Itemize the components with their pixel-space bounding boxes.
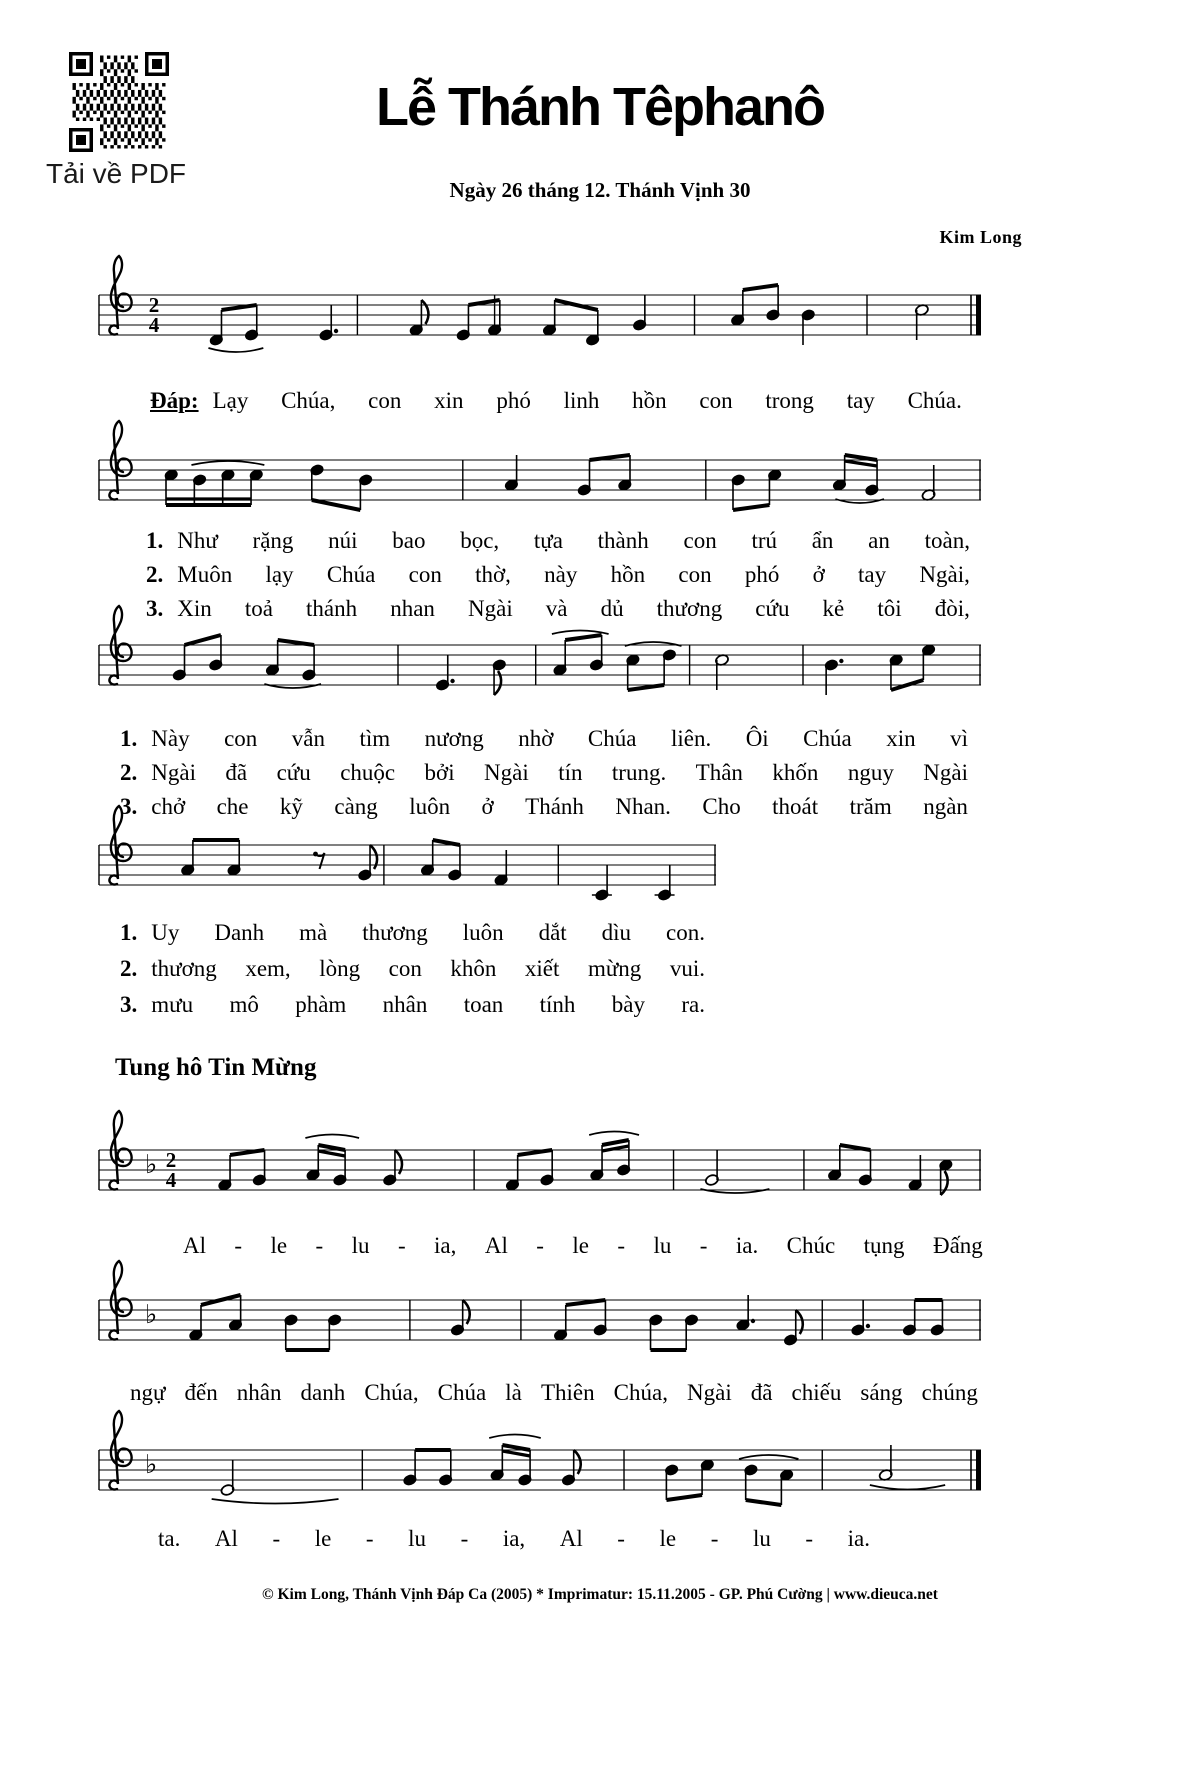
lyric-word: đến <box>184 1380 218 1405</box>
lyric-word: tìm <box>359 726 391 751</box>
slur <box>489 1435 541 1439</box>
lyric-word: lu <box>752 1526 771 1551</box>
lyric-word: Chúa <box>587 726 637 751</box>
lyric-word: thương <box>151 956 217 981</box>
lyric-word: thương <box>362 920 428 945</box>
lyric-word: luôn <box>462 920 504 945</box>
lyric-word: mừng <box>587 956 642 981</box>
lyric-word: mô <box>229 992 259 1017</box>
flat-sign-icon: ♭ <box>145 1300 158 1330</box>
composer-credit: Kim Long <box>939 227 1022 247</box>
lyric-word: ngự <box>130 1380 166 1405</box>
lyric-word: che <box>216 794 249 819</box>
beam <box>666 1495 702 1500</box>
final-barline <box>976 1450 981 1490</box>
verse-number: 2. <box>120 760 138 785</box>
lyric-word: con <box>224 726 258 751</box>
slur <box>208 348 263 352</box>
lyric-word: lu <box>351 1233 370 1258</box>
verse-words <box>177 528 970 554</box>
lyric-word: hồn <box>610 562 646 587</box>
refrain-words <box>213 388 962 414</box>
lyric-word: - <box>699 1233 708 1258</box>
lyric-word: dìu <box>601 920 632 945</box>
page-title: Lễ Thánh Têphanô <box>376 77 824 137</box>
section-heading: Tung hô Tin Mừng <box>115 1054 317 1081</box>
lyric-word: nương <box>424 726 484 751</box>
beam <box>221 305 256 310</box>
lyric-word: sáng <box>860 1380 903 1405</box>
alleluia-line <box>158 1526 870 1552</box>
lyric-word: Chúa. <box>907 388 962 413</box>
lyric-word: - <box>315 1233 324 1258</box>
staff-system-7 <box>95 1405 985 1520</box>
verse-number: 1. <box>146 528 164 553</box>
verse-line <box>120 726 968 752</box>
lyric-word: bọc, <box>460 528 500 553</box>
lyric-word: bày <box>611 992 645 1017</box>
time-signature: 4 <box>148 313 160 337</box>
lyric-word: Lạy <box>212 388 249 413</box>
lyric-word: le <box>659 1526 677 1551</box>
lyric-word: Ngài, <box>919 562 970 587</box>
lyric-word: Cho <box>702 794 741 819</box>
lyric-word: càng <box>334 794 378 819</box>
verse-number: 3. <box>146 596 164 621</box>
lyric-word: an <box>868 528 890 553</box>
lyric-word: Xin <box>177 596 212 621</box>
lyric-word: phó <box>496 388 531 413</box>
verse-number: 3. <box>120 992 138 1017</box>
lyric-word: Al <box>559 1526 583 1551</box>
lyric-word: Chúa <box>326 562 376 587</box>
lyric-word: mà <box>299 920 328 945</box>
lyric-word: Ngài <box>468 596 513 621</box>
lyric-word: nguy <box>847 760 894 785</box>
lyric-word: nhân <box>236 1380 282 1405</box>
lyric-word: ia. <box>847 1526 870 1551</box>
lyric-word: Muôn <box>177 562 233 587</box>
lyric-word: kẻ <box>822 596 845 621</box>
lyric-word: tính <box>539 992 576 1017</box>
verse-line <box>120 920 705 946</box>
lyric-word: ia. <box>735 1233 759 1258</box>
lyric-word: mưu <box>151 992 194 1017</box>
lyric-word: con <box>368 388 402 413</box>
beam <box>502 1445 530 1450</box>
verse-words <box>151 992 705 1018</box>
lyric-word: toàn, <box>924 528 970 553</box>
lyric-word: là <box>505 1380 522 1405</box>
lyric-word: Al <box>183 1233 206 1258</box>
beam <box>840 1145 871 1150</box>
staff-system-6 <box>95 1255 985 1370</box>
lyric-word: tín <box>558 760 583 785</box>
lyric-word: tay <box>846 388 875 413</box>
lyric-word: chở <box>151 794 186 819</box>
beam <box>743 285 778 290</box>
lyric-word: Như <box>177 528 218 553</box>
lyric-word: Chúa <box>437 1380 487 1405</box>
lyric-word: dủ <box>600 596 624 621</box>
verse-number: 1. <box>120 920 138 945</box>
lyric-word: - <box>460 1526 469 1551</box>
lyric-word: lạy <box>265 562 294 587</box>
lyric-word: Nhan. <box>615 794 671 819</box>
lyric-word: Danh <box>214 920 265 945</box>
lyric-word: Chúa <box>803 726 852 751</box>
eighth-flag-icon <box>421 300 428 324</box>
lyric-word: con <box>408 562 442 587</box>
lyric-word: Này <box>151 726 190 751</box>
lyric-word: vẫn <box>291 726 325 751</box>
lyric-word: linh <box>563 388 600 413</box>
lyric-word: danh <box>300 1380 346 1405</box>
lyric-word: ở <box>812 562 825 587</box>
lyric-word: ta. <box>158 1526 181 1551</box>
lyric-word: luôn <box>409 794 451 819</box>
lyric-word: thương <box>656 596 723 621</box>
beam <box>566 1300 606 1305</box>
download-pdf-link[interactable]: Tải về PDF <box>46 158 187 189</box>
staff-system-1 <box>95 250 985 365</box>
lyric-word: hồn <box>632 388 667 413</box>
lyric-word: - <box>234 1233 243 1258</box>
lyric-word: - <box>272 1526 281 1551</box>
lyric-word: đã <box>225 760 248 785</box>
lyric-word: nhan <box>390 596 435 621</box>
beam <box>433 840 460 845</box>
page-subtitle: Ngày 26 tháng 12. Thánh Vịnh 30 <box>449 178 751 202</box>
verse-line <box>146 528 970 554</box>
lyric-word: con <box>699 388 733 413</box>
lyric-word: thờ, <box>475 562 511 587</box>
lyric-word: lòng <box>319 956 361 981</box>
verse-words <box>151 760 968 786</box>
slur <box>191 461 264 465</box>
verse-line <box>146 562 970 588</box>
beam <box>312 500 361 510</box>
lyric-word: ngàn <box>923 794 968 819</box>
slur <box>589 1132 639 1136</box>
time-signature: 2 <box>165 1148 177 1172</box>
lyric-word: nhân <box>382 992 428 1017</box>
beam <box>278 640 314 645</box>
lyric-word: phàm <box>295 992 347 1017</box>
verse-line <box>120 992 705 1018</box>
lyric-word: con <box>678 562 712 587</box>
beam <box>628 685 664 690</box>
lyric-word: thoát <box>772 794 819 819</box>
alleluia-line <box>130 1380 978 1406</box>
lyric-word: cứu <box>755 596 790 621</box>
lyric-word: dắt <box>538 920 567 945</box>
lyric-word: Thiên <box>540 1380 595 1405</box>
verse-number: 3. <box>120 794 138 819</box>
beam <box>185 635 221 645</box>
refrain-line <box>150 388 962 414</box>
verse-words <box>151 956 705 982</box>
lyric-word: ở <box>481 794 494 819</box>
flat-sign-icon: ♭ <box>145 1450 158 1480</box>
lyric-word: liên. <box>670 726 712 751</box>
lyric-word: Uy <box>151 920 180 945</box>
lyric-word: đã <box>750 1380 773 1405</box>
lyric-word: Ngài <box>923 760 968 785</box>
slur <box>870 1485 945 1490</box>
eighth-flag-icon <box>941 1171 948 1195</box>
lyric-word: - <box>365 1526 374 1551</box>
lyric-word: Chúa, <box>364 1380 419 1405</box>
lyric-word: kỹ <box>279 794 303 819</box>
lyric-word: thánh <box>306 596 358 621</box>
lyric-word: bởi <box>424 760 455 785</box>
lyric-word: Thân <box>695 760 743 785</box>
lyric-word: nhờ <box>518 726 554 751</box>
beam <box>602 1140 629 1145</box>
lyric-word: xin <box>434 388 464 413</box>
lyric-word: - <box>536 1233 544 1258</box>
beam <box>845 455 877 460</box>
verse-line <box>120 956 705 982</box>
copyright-footer: © Kim Long, Thánh Vịnh Đáp Ca (2005) * Imprimatur: 15.11.2005 - GP. Phú Cường | www.dieuca.net <box>262 1586 938 1603</box>
lyric-word: thành <box>597 528 649 553</box>
lyric-word: rặng <box>252 528 294 553</box>
lyric-word: chiếu <box>791 1380 842 1405</box>
beam <box>590 455 631 460</box>
lyric-word: tựa <box>533 528 563 553</box>
lyric-word: lu <box>408 1526 427 1551</box>
staff-system-3 <box>95 600 985 715</box>
lyric-word: Chúa, <box>281 388 336 413</box>
verse-number: 2. <box>120 956 138 981</box>
time-signature: 2 <box>148 293 160 317</box>
lyric-word: trong <box>765 388 814 413</box>
lyric-word: - <box>710 1526 719 1551</box>
lyric-word: phó <box>744 562 780 587</box>
lyric-word: toả <box>244 596 273 621</box>
lyric-word: cứu <box>276 760 311 785</box>
verse-number: 1. <box>120 726 138 751</box>
lyric-word: Ngài <box>484 760 529 785</box>
lyric-word: xem, <box>245 956 291 981</box>
beam <box>230 1150 265 1155</box>
slur <box>305 1135 359 1139</box>
refrain-label: Đáp: <box>150 388 199 413</box>
verse-words <box>151 920 705 946</box>
staff-system-2 <box>95 415 985 530</box>
lyric-word: ẩn <box>811 528 834 553</box>
verse-line <box>120 760 968 786</box>
lyric-word: xin <box>886 726 916 751</box>
slur <box>212 1499 339 1504</box>
lyric-word: chúng <box>921 1380 978 1405</box>
lyric-word: tay <box>858 562 887 587</box>
lyric-word: con. <box>666 920 705 945</box>
beam <box>518 1150 553 1155</box>
lyric-word: ia, <box>434 1233 457 1258</box>
lyric-word: lu <box>653 1233 672 1258</box>
alleluia-words <box>158 1526 870 1552</box>
lyric-word: khôn <box>450 956 497 981</box>
lyric-word: Ngài <box>151 760 196 785</box>
lyric-word: - <box>617 1526 625 1551</box>
lyric-word: con <box>388 956 422 981</box>
lyric-word: - <box>617 1233 626 1258</box>
lyric-word: vui. <box>669 956 705 981</box>
lyric-word: Chúa, <box>613 1380 668 1405</box>
lyric-word: chuộc <box>340 760 396 785</box>
time-signature: 4 <box>165 1168 177 1192</box>
lyric-word: tôi <box>877 596 902 621</box>
lyric-word: bao <box>392 528 426 553</box>
lyric-word: ia, <box>502 1526 526 1551</box>
beam <box>746 1500 782 1505</box>
lyric-word: Al <box>484 1233 508 1258</box>
lyric-word: toan <box>463 992 504 1017</box>
lyric-word: trung. <box>611 760 667 785</box>
lyric-word: le <box>314 1526 332 1551</box>
lyric-word: - <box>805 1526 814 1551</box>
lyric-word: đòi, <box>934 596 970 621</box>
lyric-word: ra. <box>681 992 705 1017</box>
lyric-word: trú <box>751 528 777 553</box>
staff-system-5 <box>95 1105 985 1220</box>
lyric-word: trăm <box>849 794 892 819</box>
lyric-word: Thánh <box>525 794 584 819</box>
lyric-word: xiết <box>524 956 560 981</box>
lyric-word: này <box>544 562 578 587</box>
lyric-word: le <box>572 1233 589 1258</box>
verse-number: 2. <box>146 562 164 587</box>
lyric-word: và <box>545 596 568 621</box>
verse-words <box>177 562 970 588</box>
lyric-word: Đấng <box>932 1233 983 1258</box>
lyric-word: vì <box>950 726 968 751</box>
lyric-word: Ôi <box>745 726 769 751</box>
lyric-word: - <box>397 1233 406 1258</box>
lyric-word: Chúc <box>786 1233 836 1258</box>
verse-words <box>151 726 968 752</box>
alleluia-words <box>130 1380 978 1406</box>
lyric-word: con <box>683 528 717 553</box>
slur <box>739 1455 798 1459</box>
staff-system-4 <box>95 800 720 915</box>
beam <box>733 505 769 510</box>
lyric-word: Al <box>214 1526 238 1551</box>
lyric-word: khốn <box>772 760 819 785</box>
beam <box>565 635 601 640</box>
beam <box>318 1145 345 1150</box>
lyric-word: le <box>270 1233 288 1258</box>
flat-sign-icon: ♭ <box>145 1150 158 1180</box>
lyric-word: Ngài <box>687 1380 732 1405</box>
lyric-word: núi <box>328 528 358 553</box>
final-barline <box>976 295 981 335</box>
lyric-word: tụng <box>863 1233 905 1258</box>
